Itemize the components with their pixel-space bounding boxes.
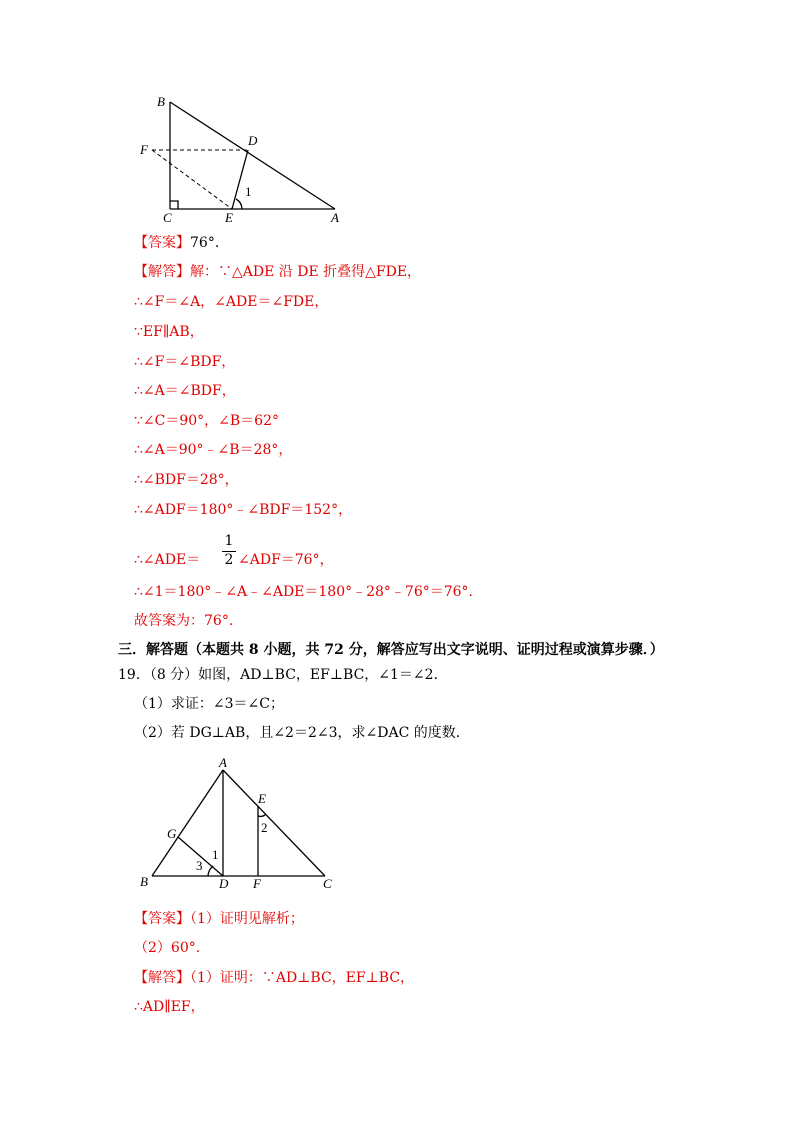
- fig2-angle-1: 1: [212, 847, 219, 862]
- fig2-angle-2: 2: [261, 820, 268, 835]
- fig2-label-B: B: [140, 874, 148, 889]
- solution1-line-4: ∴∠A＝∠BDF，: [134, 383, 236, 399]
- fig2-label-A: A: [219, 755, 227, 770]
- solution1-conclusion: 故答案为：76°.: [134, 613, 234, 629]
- q19-part2: （2）若 DG⊥AB，且∠2＝2∠3，求∠DAC 的度数．: [134, 725, 470, 741]
- solution1-line-6: ∴∠A＝90°﹣∠B＝28°，: [134, 442, 293, 458]
- solution-bracket: 【解答】: [134, 264, 190, 280]
- solution1-line-8: ∴∠ADF＝180°﹣∠BDF＝152°，: [134, 502, 353, 518]
- fig2-angle-3: 3: [196, 858, 203, 873]
- solution1-line-1: ∴∠F＝∠A，∠ADE＝∠FDE，: [134, 294, 329, 310]
- fig1-label-C: C: [163, 210, 172, 223]
- q19-stem: 19．（8 分）如图，AD⊥BC，EF⊥BC，∠1＝∠2．: [118, 667, 448, 683]
- solution2-bracket: 【解答】: [134, 970, 190, 986]
- figure-triangle-fold: [130, 88, 360, 223]
- answer2-answer-line: 【答案】（1）证明见解析；: [134, 911, 304, 927]
- solution1-line-0: 【解答】解：∵△ADE 沿 DE 折叠得△FDE，: [134, 264, 422, 280]
- fraction-numerator: 1: [224, 533, 234, 549]
- fig1-label-A: A: [331, 210, 339, 223]
- answer-value: 76°.: [190, 235, 220, 251]
- figure-triangle-perpendiculars: [130, 752, 350, 894]
- solution1-fraction-suffix: ∠ADF＝76°，: [238, 552, 334, 568]
- fraction-denominator: 2: [224, 552, 234, 568]
- answer1-answer-line: [134, 234, 219, 252]
- answer-bracket: 【答案】: [134, 235, 190, 251]
- solution1-line-2: ∵EF∥AB，: [134, 324, 204, 340]
- section3-heading: 三．解答题（本题共 8 小题，共 72 分，解答应写出文字说明、证明过程或演算步骤．）: [118, 642, 664, 658]
- fig1-angle-1: 1: [245, 184, 252, 199]
- q19-part1: （1）求证：∠3＝∠C；: [134, 696, 284, 712]
- solution1-fraction-prefix: ∴∠ADE＝: [134, 552, 201, 568]
- fig2-label-C: C: [323, 876, 332, 891]
- solution1-line-5: ∵∠C＝90°，∠B＝62°: [134, 413, 279, 429]
- solution2-line2: ∴AD∥EF，: [134, 999, 205, 1015]
- fig2-label-F: F: [253, 876, 261, 891]
- answer2-line2: （2）60°.: [134, 940, 201, 956]
- fig2-label-G: G: [167, 826, 177, 841]
- solution2-line1: 【解答】（1）证明：∵AD⊥BC，EF⊥BC，: [134, 970, 415, 986]
- solution1-line-7: ∴∠BDF＝28°，: [134, 472, 239, 488]
- solution1-line-3: ∴∠F＝∠BDF，: [134, 354, 236, 370]
- fig2-label-E: E: [258, 791, 266, 806]
- answer2-bracket: 【答案】: [134, 911, 190, 927]
- fig1-label-D: D: [248, 133, 258, 148]
- fig1-label-E: E: [225, 210, 233, 223]
- solution1-line-final: ∴∠1＝180°﹣∠A﹣∠ADE＝180°﹣28°﹣76°＝76°.: [134, 584, 474, 600]
- fig1-label-F: F: [140, 142, 148, 157]
- fig1-label-B: B: [157, 94, 165, 109]
- fig2-label-D: D: [219, 876, 229, 891]
